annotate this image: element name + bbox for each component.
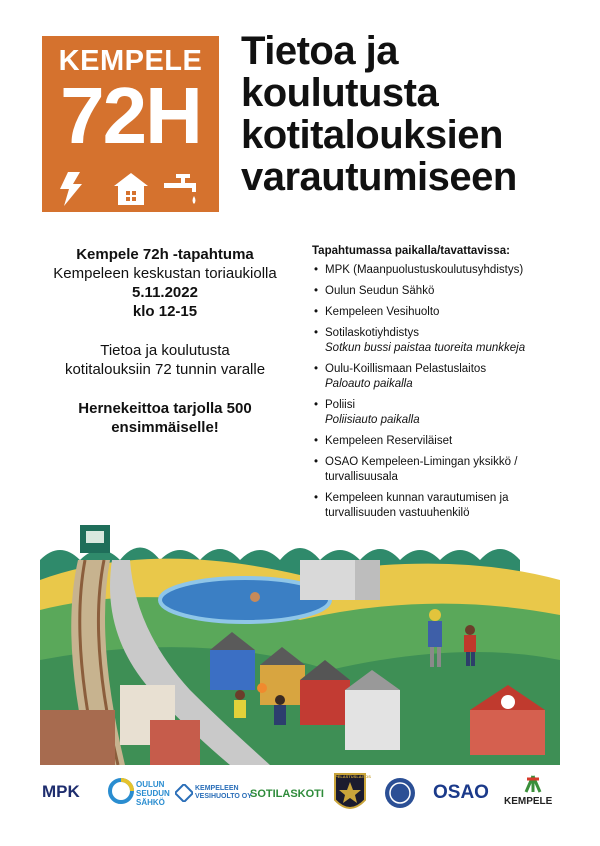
list-item bbox=[312, 491, 574, 521]
kempele-municipality-logo: KEMPELE bbox=[504, 796, 553, 807]
pelastuslaitos-text: PELASTUSLAITOS bbox=[335, 774, 371, 779]
event-location: Kempeleen keskustan toriaukiolla bbox=[53, 265, 277, 282]
list-item bbox=[312, 263, 574, 278]
oss-logo-text: OULUN SEUDUN SÄHKÖ bbox=[136, 780, 170, 807]
event-desc-line: kotitalouksiin 72 tunnin varalle bbox=[64, 361, 266, 378]
event-desc-line: Tietoa ja koulutusta bbox=[100, 342, 230, 359]
logo-word: KEMPELE bbox=[58, 45, 203, 77]
soup-offer-line: ensimmäiselle! bbox=[111, 419, 219, 436]
vesihuolto-logo-icon bbox=[175, 784, 193, 802]
list-item bbox=[312, 326, 574, 356]
vesihuolto-logo-text: KEMPELEEN VESIHUOLTO OY bbox=[195, 785, 252, 800]
participant-name: Oulu-Koillismaan Pelastuslaitos bbox=[325, 363, 487, 375]
participant-name: Kempeleen kunnan varautumisen ja turvallisuuden vastuuhenkilö bbox=[325, 492, 509, 519]
kempele-72h-logo bbox=[42, 36, 219, 212]
participants-header: Tapahtumassa paikalla/tavattavissa: bbox=[312, 245, 510, 257]
sponsor-logos bbox=[0, 770, 600, 825]
participant-name: Kempeleen Reserviläiset bbox=[325, 435, 453, 447]
logo-icons bbox=[56, 172, 206, 206]
participant-note: Paloauto paikalla bbox=[325, 378, 413, 390]
headline-line: varautumiseen bbox=[241, 155, 517, 199]
headline-line: Tietoa ja bbox=[241, 29, 399, 73]
headline-line: koulutusta bbox=[241, 71, 439, 115]
water-tap-icon bbox=[164, 174, 196, 204]
event-title: Kempele 72h -tapahtuma bbox=[76, 246, 254, 263]
participant-name: Kempeleen Vesihuolto bbox=[325, 306, 440, 318]
participant-name: Sotilaskotiyhdistys bbox=[325, 327, 419, 339]
participant-name: Poliisi bbox=[325, 399, 356, 411]
event-date: 5.11.2022 bbox=[132, 284, 198, 301]
list-item bbox=[312, 284, 574, 299]
mpk-logo: MPK bbox=[42, 782, 80, 801]
participant-note: Sotkun bussi paistaa tuoreita munkkeja bbox=[325, 342, 526, 354]
oss-logo-icon bbox=[108, 778, 134, 804]
reservilaiset-logo-icon bbox=[383, 776, 417, 810]
list-item bbox=[312, 455, 574, 485]
sotilaskoti-logo: SOTILASKOTI bbox=[250, 788, 324, 800]
participants-list bbox=[312, 244, 574, 527]
list-item bbox=[312, 398, 574, 428]
osao-logo: OSAO bbox=[433, 782, 489, 803]
participant-name: OSAO Kempeleen-Limingan yksikkö / turvallisuusala bbox=[325, 456, 518, 483]
kempele-municipality-icon bbox=[522, 774, 544, 794]
list-item bbox=[312, 434, 574, 449]
participant-name: Oulun Seudun Sähkö bbox=[325, 285, 435, 297]
town-illustration bbox=[0, 520, 600, 765]
event-time: klo 12-15 bbox=[132, 303, 198, 320]
headline-line: kotitalouksien bbox=[241, 113, 503, 157]
lightning-icon bbox=[60, 172, 82, 206]
list-item bbox=[312, 362, 574, 392]
logo-number: 72H bbox=[60, 71, 201, 160]
soup-offer-line: Hernekeittoa tarjolla 500 bbox=[78, 400, 252, 417]
house-icon bbox=[114, 173, 148, 205]
participant-name: MPK (Maanpuolustuskoulutusyhdistys) bbox=[325, 264, 524, 276]
page-title bbox=[241, 30, 581, 198]
participant-note: Poliisiauto paikalla bbox=[325, 414, 420, 426]
list-item bbox=[312, 305, 574, 320]
event-info bbox=[40, 245, 290, 437]
